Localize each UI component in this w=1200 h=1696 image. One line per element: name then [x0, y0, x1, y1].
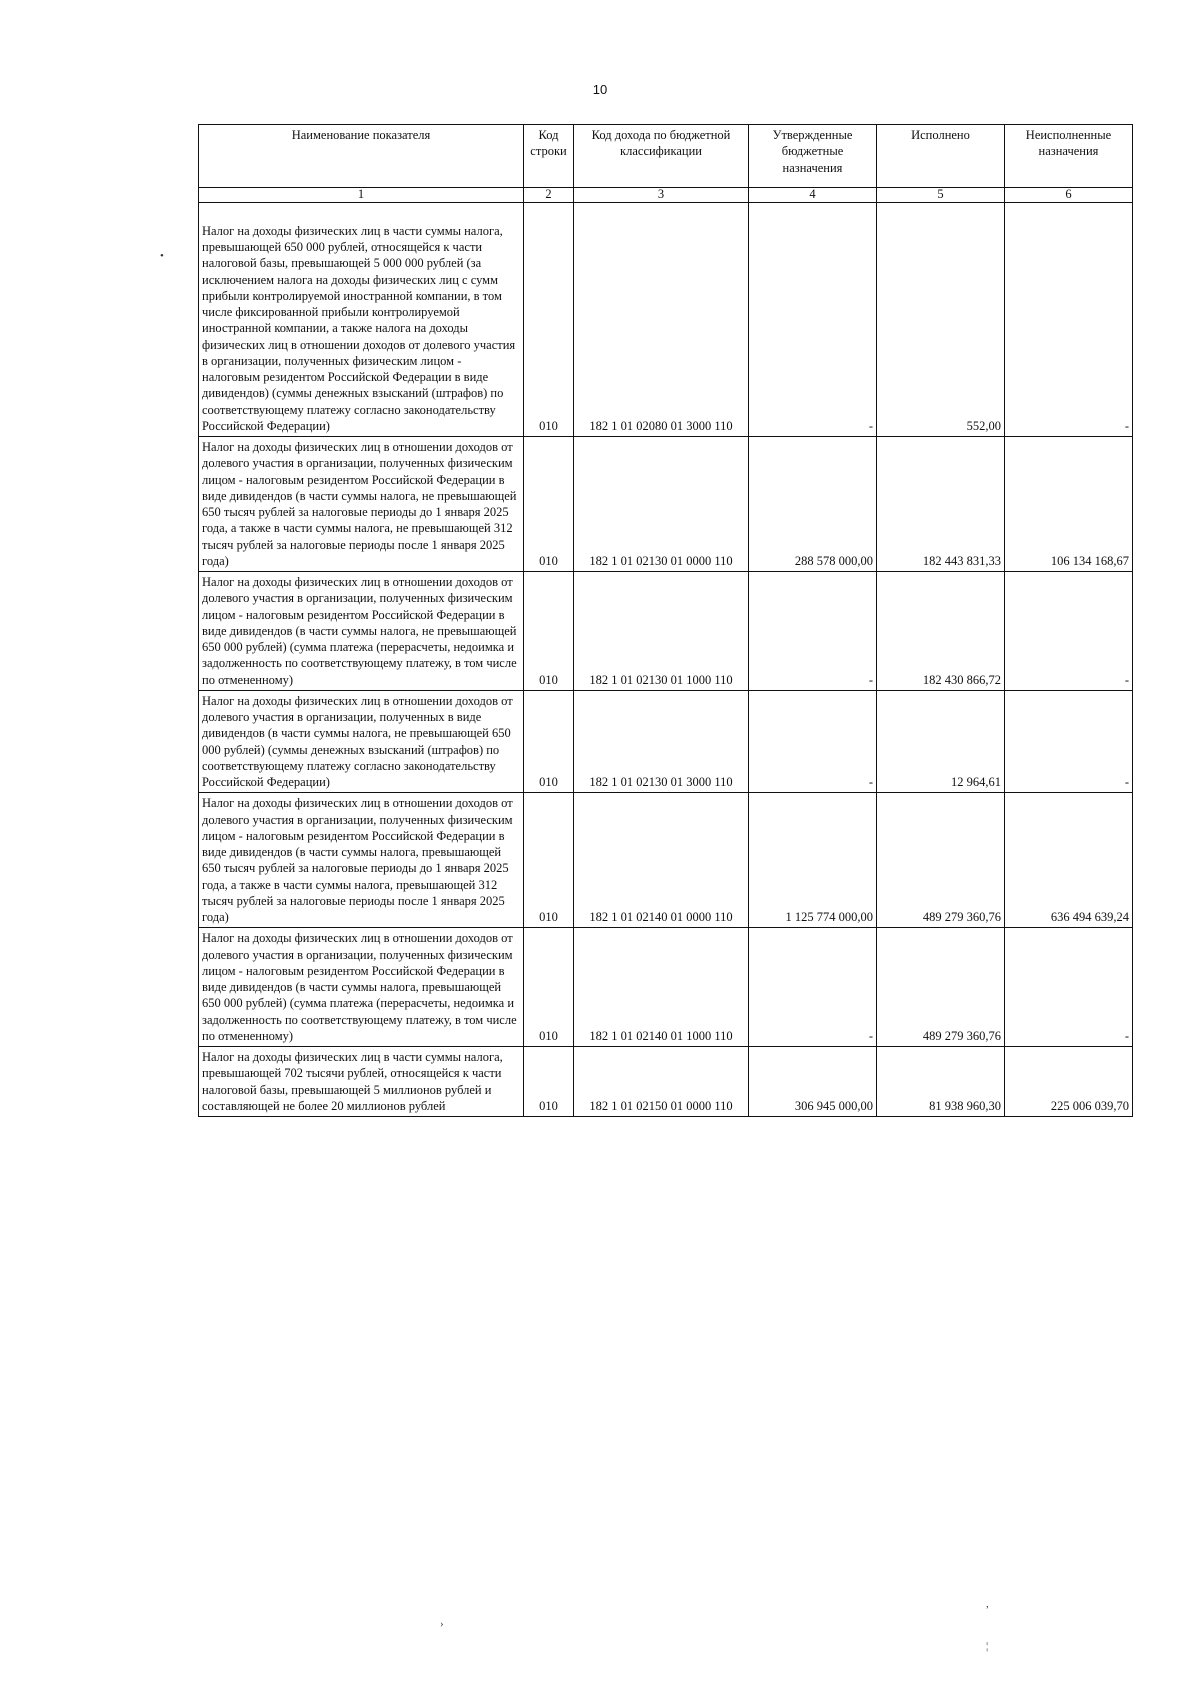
indicator-name: Налог на доходы физических лиц в отношении доходов от долевого участия в организации, полученных физическим лицом - налоговым резидентом Российской Федерации в виде дивидендов (в части суммы налога, превышающей 650 000 рублей) (сумма платежа (перерасчеты, недоимка и задолженность по соответствующему платежу, в том числе по отмененному) [199, 928, 524, 1047]
column-number: 4 [749, 188, 877, 203]
unexecuted-value: - [1005, 928, 1133, 1047]
page-number: 10 [592, 82, 608, 97]
approved-value: - [749, 572, 877, 691]
executed-value: 81 938 960,30 [877, 1047, 1005, 1117]
header-indicator-name: Наименование показателя [199, 125, 524, 188]
table-row [199, 928, 1133, 1047]
executed-value: 489 279 360,76 [877, 793, 1005, 928]
header-unexecuted-appropriations: Неисполненные назначения [1005, 125, 1133, 188]
column-number-row [199, 188, 1133, 203]
scan-speck: › [440, 1618, 444, 1630]
unexecuted-value: 225 006 039,70 [1005, 1047, 1133, 1117]
header-budget-classification-code: Код дохода по бюджетной классификации [574, 125, 749, 188]
unexecuted-value: 106 134 168,67 [1005, 437, 1133, 572]
line-code: 010 [524, 437, 574, 572]
scan-speck: • [160, 250, 164, 262]
budget-classification-code: 182 1 01 02140 01 1000 110 [574, 928, 749, 1047]
column-number: 3 [574, 188, 749, 203]
budget-classification-code: 182 1 01 02140 01 0000 110 [574, 793, 749, 928]
approved-value: - [749, 928, 877, 1047]
indicator-name: Налог на доходы физических лиц в отношении доходов от долевого участия в организации, полученных физическим лицом - налоговым резидентом Российской Федерации в виде дивидендов (в части суммы налога, не превышающей 650 000 рублей) (сумма платежа (перерасчеты, недоимка и задолженность по соответствующему платежу, в том числе по отмененному) [199, 572, 524, 691]
indicator-name: Налог на доходы физических лиц в отношении доходов от долевого участия в организации, полученных физическим лицом - налоговым резидентом Российской Федерации в виде дивидендов (в части суммы налога, не превышающей 650 тысяч рублей за налоговые периоды до 1 января 2025 года, а также в части суммы налога, не превышающей 312 тысяч рублей за налоговые периоды после 1 января 2025 года) [199, 437, 524, 572]
approved-value: 288 578 000,00 [749, 437, 877, 572]
line-code: 010 [524, 690, 574, 793]
budget-classification-code: 182 1 01 02130 01 3000 110 [574, 690, 749, 793]
column-number: 5 [877, 188, 1005, 203]
scan-speck: , [986, 1598, 989, 1610]
indicator-name: Налог на доходы физических лиц в части суммы налога, превышающей 650 000 рублей, относящейся к части налоговой базы, превышающей 5 000 000 рублей (за исключением налога на доходы физических лиц с сумм прибыли контролируемой иностранной компании, в том числе фиксированной прибыли контролируемой иностранной компании, а также налога на доходы физических лиц в отношении доходов от долевого участия в организации, полученных физическим лицом - налоговым резидентом Российской Федерации в виде дивидендов) (суммы денежных взысканий (штрафов) по соответствующему платежу согласно законодательству Российской Федерации) [199, 202, 524, 436]
executed-value: 552,00 [877, 202, 1005, 436]
line-code: 010 [524, 928, 574, 1047]
executed-value: 12 964,61 [877, 690, 1005, 793]
unexecuted-value: - [1005, 572, 1133, 691]
indicator-name: Налог на доходы физических лиц в отношении доходов от долевого участия в организации, полученных в виде дивидендов (в части суммы налога, не превышающей 650 000 рублей) (суммы денежных взысканий (штрафов) по соответствующему платежу согласно законодательству Российской Федерации) [199, 690, 524, 793]
column-number: 6 [1005, 188, 1133, 203]
approved-value: - [749, 202, 877, 436]
unexecuted-value: 636 494 639,24 [1005, 793, 1133, 928]
table-row [199, 690, 1133, 793]
header-executed: Исполнено [877, 125, 1005, 188]
executed-value: 182 430 866,72 [877, 572, 1005, 691]
unexecuted-value: - [1005, 690, 1133, 793]
table-row [199, 202, 1133, 436]
column-number: 2 [524, 188, 574, 203]
table-row [199, 1047, 1133, 1117]
approved-value: 1 125 774 000,00 [749, 793, 877, 928]
indicator-name: Налог на доходы физических лиц в отношении доходов от долевого участия в организации, полученных физическим лицом - налоговым резидентом Российской Федерации в виде дивидендов (в части суммы налога, превышающей 650 тысяч рублей за налоговые периоды до 1 января 2025 года, а также в части суммы налога, превышающей 312 тысяч рублей за налоговые периоды после 1 января 2025 года) [199, 793, 524, 928]
executed-value: 489 279 360,76 [877, 928, 1005, 1047]
approved-value: - [749, 690, 877, 793]
indicator-name: Налог на доходы физических лиц в части суммы налога, превышающей 702 тысячи рублей, относящейся к части налоговой базы, превышающей 5 миллионов рублей и составляющей не более 20 миллионов рублей [199, 1047, 524, 1117]
line-code: 010 [524, 202, 574, 436]
table-row [199, 793, 1133, 928]
budget-classification-code: 182 1 01 02080 01 3000 110 [574, 202, 749, 436]
budget-classification-code: 182 1 01 02150 01 0000 110 [574, 1047, 749, 1117]
approved-value: 306 945 000,00 [749, 1047, 877, 1117]
table-row [199, 437, 1133, 572]
line-code: 010 [524, 1047, 574, 1117]
budget-classification-code: 182 1 01 02130 01 1000 110 [574, 572, 749, 691]
header-approved-appropriations: Утвержденные бюджетные назначения [749, 125, 877, 188]
line-code: 010 [524, 793, 574, 928]
header-line-code: Код строки [524, 125, 574, 188]
table-header-row [199, 125, 1133, 188]
line-code: 010 [524, 572, 574, 691]
budget-execution-table [198, 124, 1133, 1117]
unexecuted-value: - [1005, 202, 1133, 436]
table-row [199, 572, 1133, 691]
column-number: 1 [199, 188, 524, 203]
executed-value: 182 443 831,33 [877, 437, 1005, 572]
budget-classification-code: 182 1 01 02130 01 0000 110 [574, 437, 749, 572]
scan-speck: ¦ [986, 1640, 989, 1652]
